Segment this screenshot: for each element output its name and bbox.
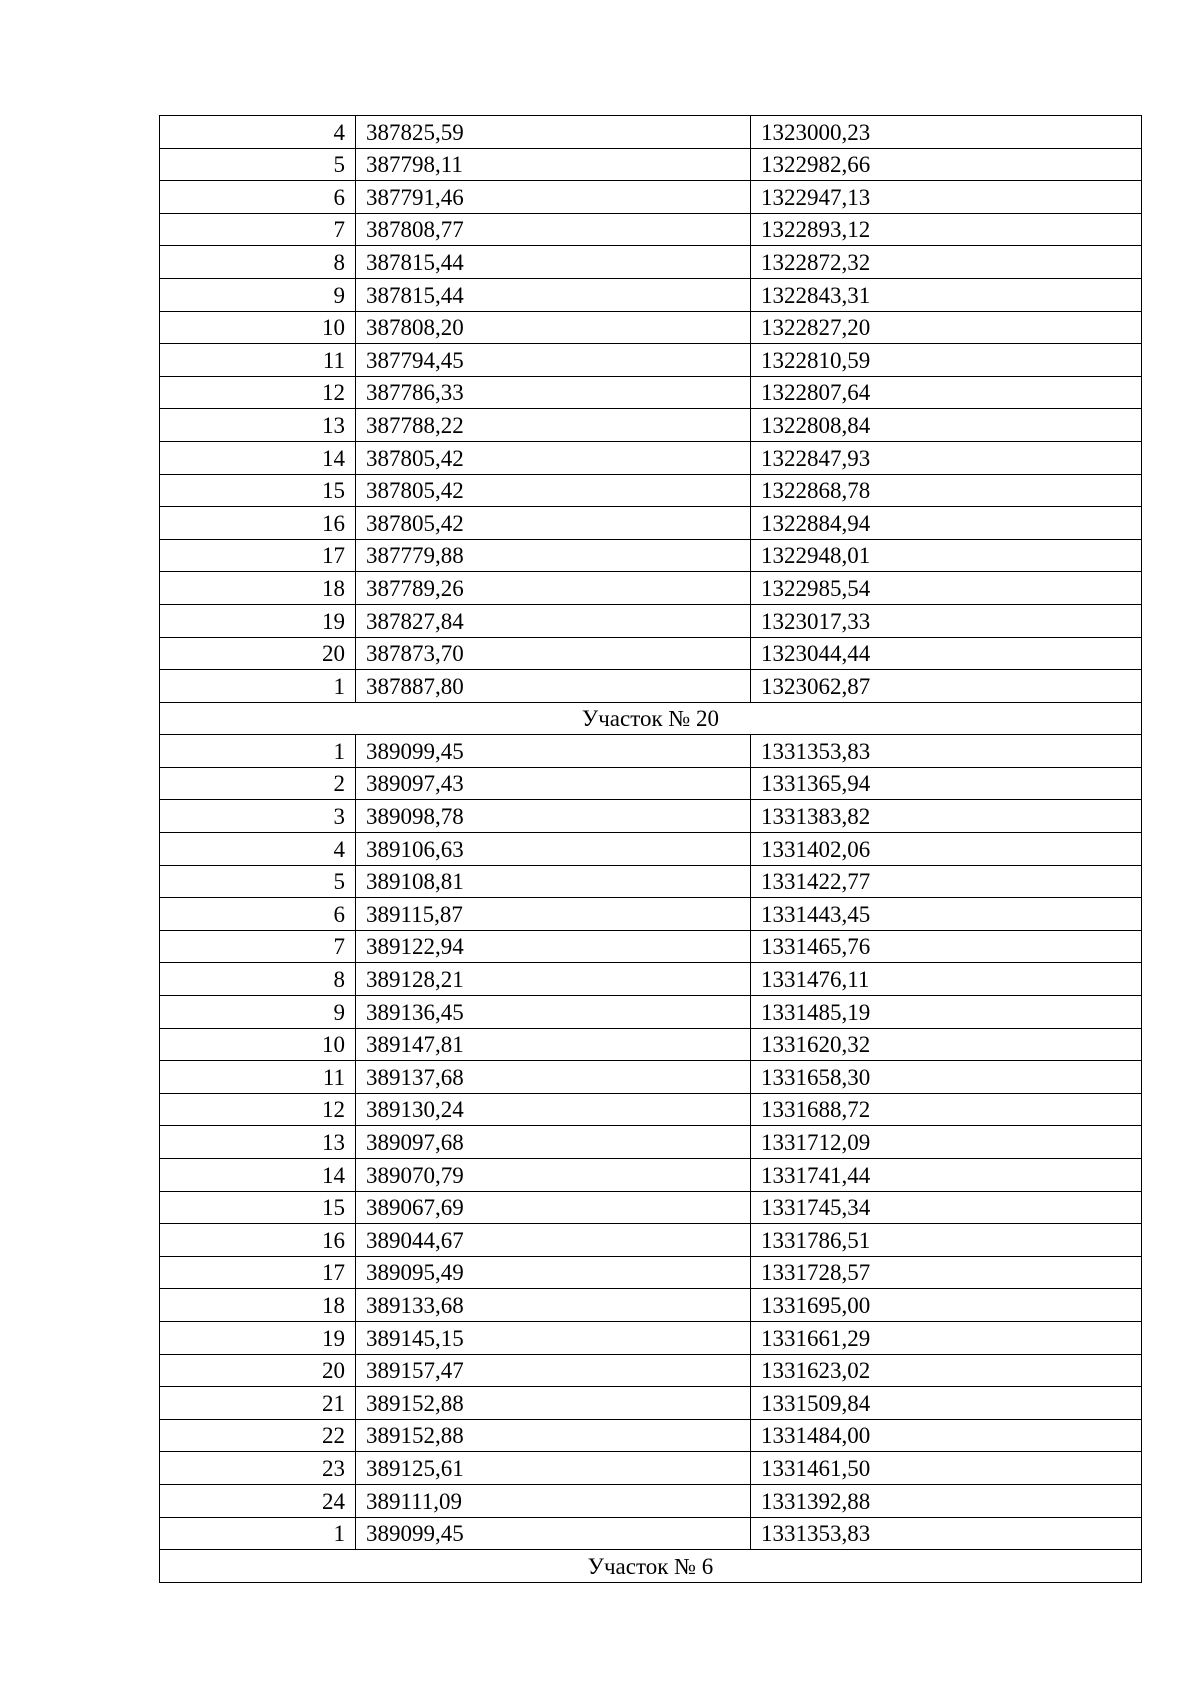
x-coordinate-cell: 387825,59 <box>356 116 751 149</box>
table-row <box>160 833 1142 866</box>
x-coordinate-cell: 389137,68 <box>356 1061 751 1094</box>
y-coordinate-cell: 1331443,45 <box>751 898 1142 931</box>
y-coordinate-cell: 1331383,82 <box>751 800 1142 833</box>
y-coordinate-cell: 1322847,93 <box>751 441 1142 474</box>
section-header-row <box>160 1550 1142 1583</box>
x-coordinate-cell: 387808,20 <box>356 311 751 344</box>
x-coordinate-cell: 389099,45 <box>356 735 751 768</box>
section-title: Участок № 20 <box>160 702 1142 735</box>
point-number-cell: 8 <box>160 246 356 279</box>
table-row <box>160 1028 1142 1061</box>
x-coordinate-cell: 389136,45 <box>356 996 751 1029</box>
point-number-cell: 4 <box>160 833 356 866</box>
point-number-cell: 16 <box>160 1224 356 1257</box>
x-coordinate-cell: 389098,78 <box>356 800 751 833</box>
table-row <box>160 409 1142 442</box>
x-coordinate-cell: 389125,61 <box>356 1452 751 1485</box>
table-row <box>160 116 1142 149</box>
table-row <box>160 441 1142 474</box>
table-row <box>160 1093 1142 1126</box>
point-number-cell: 23 <box>160 1452 356 1485</box>
point-number-cell: 16 <box>160 507 356 540</box>
table-row <box>160 637 1142 670</box>
point-number-cell: 21 <box>160 1387 356 1420</box>
x-coordinate-cell: 387815,44 <box>356 278 751 311</box>
table-row <box>160 344 1142 377</box>
y-coordinate-cell: 1331485,19 <box>751 996 1142 1029</box>
table-row <box>160 930 1142 963</box>
point-number-cell: 3 <box>160 800 356 833</box>
x-coordinate-cell: 389044,67 <box>356 1224 751 1257</box>
point-number-cell: 20 <box>160 1354 356 1387</box>
table-row <box>160 213 1142 246</box>
point-number-cell: 20 <box>160 637 356 670</box>
table-row <box>160 1126 1142 1159</box>
table-row <box>160 181 1142 214</box>
x-coordinate-cell: 389152,88 <box>356 1387 751 1420</box>
table-row <box>160 1256 1142 1289</box>
point-number-cell: 22 <box>160 1419 356 1452</box>
point-number-cell: 5 <box>160 148 356 181</box>
point-number-cell: 9 <box>160 278 356 311</box>
point-number-cell: 10 <box>160 311 356 344</box>
point-number-cell: 6 <box>160 898 356 931</box>
table-row <box>160 148 1142 181</box>
point-number-cell: 14 <box>160 441 356 474</box>
x-coordinate-cell: 389106,63 <box>356 833 751 866</box>
y-coordinate-cell: 1322807,64 <box>751 376 1142 409</box>
x-coordinate-cell: 387815,44 <box>356 246 751 279</box>
table-row <box>160 1517 1142 1550</box>
y-coordinate-cell: 1331741,44 <box>751 1159 1142 1192</box>
x-coordinate-cell: 387788,22 <box>356 409 751 442</box>
y-coordinate-cell: 1322947,13 <box>751 181 1142 214</box>
x-coordinate-cell: 387873,70 <box>356 637 751 670</box>
table-row <box>160 1419 1142 1452</box>
x-coordinate-cell: 387808,77 <box>356 213 751 246</box>
point-number-cell: 12 <box>160 376 356 409</box>
y-coordinate-cell: 1331392,88 <box>751 1484 1142 1517</box>
table-row <box>160 572 1142 605</box>
y-coordinate-cell: 1322985,54 <box>751 572 1142 605</box>
x-coordinate-cell: 387779,88 <box>356 539 751 572</box>
y-coordinate-cell: 1331786,51 <box>751 1224 1142 1257</box>
y-coordinate-cell: 1322808,84 <box>751 409 1142 442</box>
table-row <box>160 1191 1142 1224</box>
x-coordinate-cell: 389111,09 <box>356 1484 751 1517</box>
x-coordinate-cell: 387805,42 <box>356 507 751 540</box>
point-number-cell: 17 <box>160 1256 356 1289</box>
point-number-cell: 24 <box>160 1484 356 1517</box>
point-number-cell: 10 <box>160 1028 356 1061</box>
point-number-cell: 9 <box>160 996 356 1029</box>
y-coordinate-cell: 1331712,09 <box>751 1126 1142 1159</box>
point-number-cell: 15 <box>160 1191 356 1224</box>
table-row <box>160 1159 1142 1192</box>
x-coordinate-cell: 389099,45 <box>356 1517 751 1550</box>
y-coordinate-cell: 1323000,23 <box>751 116 1142 149</box>
y-coordinate-cell: 1331661,29 <box>751 1321 1142 1354</box>
y-coordinate-cell: 1331353,83 <box>751 1517 1142 1550</box>
y-coordinate-cell: 1331461,50 <box>751 1452 1142 1485</box>
point-number-cell: 17 <box>160 539 356 572</box>
point-number-cell: 15 <box>160 474 356 507</box>
y-coordinate-cell: 1322872,32 <box>751 246 1142 279</box>
point-number-cell: 18 <box>160 1289 356 1322</box>
y-coordinate-cell: 1322893,12 <box>751 213 1142 246</box>
y-coordinate-cell: 1331476,11 <box>751 963 1142 996</box>
table-row <box>160 278 1142 311</box>
x-coordinate-cell: 389157,47 <box>356 1354 751 1387</box>
point-number-cell: 19 <box>160 1321 356 1354</box>
table-row <box>160 1452 1142 1485</box>
point-number-cell: 5 <box>160 865 356 898</box>
x-coordinate-cell: 389067,69 <box>356 1191 751 1224</box>
x-coordinate-cell: 387791,46 <box>356 181 751 214</box>
y-coordinate-cell: 1331745,34 <box>751 1191 1142 1224</box>
coordinates-table <box>159 115 1142 1583</box>
x-coordinate-cell: 389145,15 <box>356 1321 751 1354</box>
x-coordinate-cell: 387789,26 <box>356 572 751 605</box>
y-coordinate-cell: 1331402,06 <box>751 833 1142 866</box>
x-coordinate-cell: 389133,68 <box>356 1289 751 1322</box>
point-number-cell: 7 <box>160 213 356 246</box>
table-row <box>160 1387 1142 1420</box>
y-coordinate-cell: 1322884,94 <box>751 507 1142 540</box>
table-row <box>160 898 1142 931</box>
y-coordinate-cell: 1322948,01 <box>751 539 1142 572</box>
table-row <box>160 311 1142 344</box>
y-coordinate-cell: 1331422,77 <box>751 865 1142 898</box>
y-coordinate-cell: 1331509,84 <box>751 1387 1142 1420</box>
y-coordinate-cell: 1331623,02 <box>751 1354 1142 1387</box>
x-coordinate-cell: 389070,79 <box>356 1159 751 1192</box>
x-coordinate-cell: 387805,42 <box>356 474 751 507</box>
point-number-cell: 6 <box>160 181 356 214</box>
table-row <box>160 996 1142 1029</box>
table-row <box>160 474 1142 507</box>
x-coordinate-cell: 389122,94 <box>356 930 751 963</box>
point-number-cell: 4 <box>160 116 356 149</box>
x-coordinate-cell: 389152,88 <box>356 1419 751 1452</box>
y-coordinate-cell: 1331353,83 <box>751 735 1142 768</box>
y-coordinate-cell: 1322982,66 <box>751 148 1142 181</box>
table-row <box>160 1484 1142 1517</box>
coordinates-table-body <box>160 116 1142 1583</box>
table-row <box>160 767 1142 800</box>
x-coordinate-cell: 389108,81 <box>356 865 751 898</box>
x-coordinate-cell: 389115,87 <box>356 898 751 931</box>
point-number-cell: 18 <box>160 572 356 605</box>
x-coordinate-cell: 389128,21 <box>356 963 751 996</box>
table-row <box>160 539 1142 572</box>
table-row <box>160 1061 1142 1094</box>
y-coordinate-cell: 1331658,30 <box>751 1061 1142 1094</box>
x-coordinate-cell: 387798,11 <box>356 148 751 181</box>
point-number-cell: 11 <box>160 1061 356 1094</box>
y-coordinate-cell: 1331695,00 <box>751 1289 1142 1322</box>
table-row <box>160 1224 1142 1257</box>
table-row <box>160 507 1142 540</box>
y-coordinate-cell: 1331365,94 <box>751 767 1142 800</box>
point-number-cell: 1 <box>160 1517 356 1550</box>
point-number-cell: 13 <box>160 409 356 442</box>
x-coordinate-cell: 387887,80 <box>356 670 751 703</box>
point-number-cell: 19 <box>160 604 356 637</box>
y-coordinate-cell: 1322810,59 <box>751 344 1142 377</box>
y-coordinate-cell: 1331465,76 <box>751 930 1142 963</box>
y-coordinate-cell: 1322827,20 <box>751 311 1142 344</box>
table-row <box>160 246 1142 279</box>
point-number-cell: 8 <box>160 963 356 996</box>
table-row <box>160 1321 1142 1354</box>
y-coordinate-cell: 1331620,32 <box>751 1028 1142 1061</box>
table-row <box>160 376 1142 409</box>
x-coordinate-cell: 387786,33 <box>356 376 751 409</box>
table-row <box>160 800 1142 833</box>
table-row <box>160 735 1142 768</box>
x-coordinate-cell: 389097,68 <box>356 1126 751 1159</box>
table-row <box>160 670 1142 703</box>
y-coordinate-cell: 1331728,57 <box>751 1256 1142 1289</box>
table-row <box>160 1354 1142 1387</box>
table-row <box>160 963 1142 996</box>
y-coordinate-cell: 1323044,44 <box>751 637 1142 670</box>
section-header-row <box>160 702 1142 735</box>
point-number-cell: 2 <box>160 767 356 800</box>
y-coordinate-cell: 1323017,33 <box>751 604 1142 637</box>
x-coordinate-cell: 387805,42 <box>356 441 751 474</box>
y-coordinate-cell: 1323062,87 <box>751 670 1142 703</box>
point-number-cell: 7 <box>160 930 356 963</box>
x-coordinate-cell: 387827,84 <box>356 604 751 637</box>
y-coordinate-cell: 1331688,72 <box>751 1093 1142 1126</box>
x-coordinate-cell: 387794,45 <box>356 344 751 377</box>
table-row <box>160 1289 1142 1322</box>
section-title: Участок № 6 <box>160 1550 1142 1583</box>
point-number-cell: 13 <box>160 1126 356 1159</box>
point-number-cell: 11 <box>160 344 356 377</box>
x-coordinate-cell: 389097,43 <box>356 767 751 800</box>
point-number-cell: 12 <box>160 1093 356 1126</box>
x-coordinate-cell: 389095,49 <box>356 1256 751 1289</box>
point-number-cell: 1 <box>160 735 356 768</box>
point-number-cell: 1 <box>160 670 356 703</box>
x-coordinate-cell: 389130,24 <box>356 1093 751 1126</box>
table-row <box>160 865 1142 898</box>
point-number-cell: 14 <box>160 1159 356 1192</box>
table-row <box>160 604 1142 637</box>
y-coordinate-cell: 1322868,78 <box>751 474 1142 507</box>
y-coordinate-cell: 1322843,31 <box>751 278 1142 311</box>
y-coordinate-cell: 1331484,00 <box>751 1419 1142 1452</box>
x-coordinate-cell: 389147,81 <box>356 1028 751 1061</box>
